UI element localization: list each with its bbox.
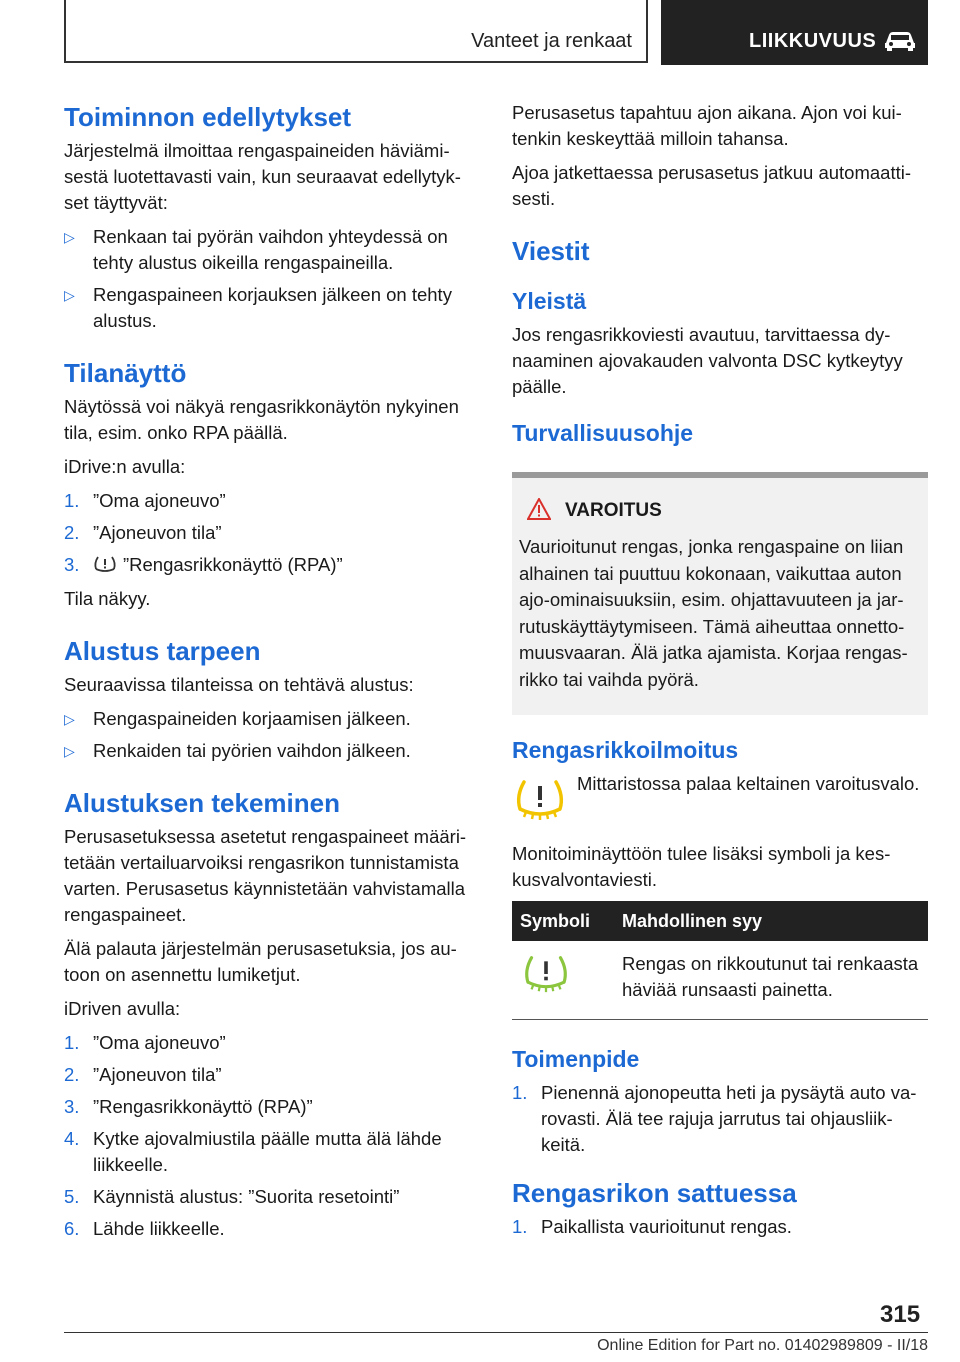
triangle-bullet-icon: ▷ xyxy=(64,711,75,727)
list-item: 2. ”Ajoneuvon tila” xyxy=(64,1064,222,1085)
heading-general: Yleistä xyxy=(512,288,587,314)
column-header-cause: Mahdollinen syy xyxy=(614,901,928,941)
perform-steps xyxy=(64,1030,482,1242)
table-row xyxy=(512,941,928,1020)
conditions-text: Järjestelmä ilmoittaa rengaspaineiden häviämi-sestä luotettavasti vain, kun seuraavat edellytyk-set täyttyvät: xyxy=(64,140,461,213)
list-item: 1. ”Oma ajoneuvo” xyxy=(64,1032,226,1053)
right-column xyxy=(512,100,928,1248)
perform-text-2: Älä palauta järjestelmän perusasetuksia, jos au-toon on asennettu lumiketjut. xyxy=(64,938,457,985)
triangle-bullet-icon: ▷ xyxy=(64,287,75,303)
section-title: Vanteet ja renkaat xyxy=(64,0,648,63)
car-icon xyxy=(882,29,918,51)
flat-steps xyxy=(512,1214,928,1240)
heading-safety: Turvallisuusohje xyxy=(512,420,694,446)
indicator-text: Mittaristossa palaa keltainen varoitusvalo. xyxy=(577,773,920,794)
tire-pressure-icon xyxy=(93,555,117,575)
heading-flat-tire: Rengasrikon sattuessa xyxy=(512,1178,797,1208)
column-header-symbol: Symboli xyxy=(512,901,614,941)
heading-perform-init: Alustuksen tekeminen xyxy=(64,788,340,818)
drive-text-1: Perusasetus tapahtuu ajon aikana. Ajon voi kui-tenkin keskeyttää milloin tahansa. xyxy=(512,102,902,149)
symbol-table xyxy=(512,901,928,1020)
list-item: 2. ”Ajoneuvon tila” xyxy=(64,522,222,543)
heading-status: Tilanäyttö xyxy=(64,358,187,388)
list-item: ▷ Rengaspaineiden korjaamisen jälkeen. xyxy=(64,706,482,732)
status-visible-text: Tila näkyy. xyxy=(64,588,151,609)
list-item: 1. Pienennä ajonopeutta heti ja pysäytä auto va-rovasti. Älä tee rajuja jarrutus tai ohjausliik-keitä. xyxy=(512,1082,917,1155)
list-item: 1. Paikallista vaurioitunut rengas. xyxy=(512,1216,792,1237)
conditions-list xyxy=(64,224,482,334)
idriven-intro: iDriven avulla: xyxy=(64,998,181,1019)
action-steps xyxy=(512,1080,928,1158)
left-column xyxy=(64,100,482,1250)
init-needed-list xyxy=(64,706,482,764)
heading-flat-notice: Rengasrikkoilmoitus xyxy=(512,737,739,763)
status-text: Näytössä voi näkyä rengasrikkonäytön nykyinen tila, esim. onko RPA päällä. xyxy=(64,396,459,443)
indicator-row xyxy=(512,771,928,831)
init-needed-text: Seuraavissa tilanteissa on tehtävä alustus: xyxy=(64,674,414,695)
warning-text: Vaurioitunut rengas, jonka rengaspaine on liian alhainen tai puuttuu kokonaan, vaikuttaa auton ajo-ominaisuuksiin, esim. ohjattavuuteen ja jar-rutuskäyttäytymiseen. Tämä aiheuttaa onnetto-muusvaaran. Älä jatka ajamista. Korjaa rengas-rikko tai vaihda pyörä. xyxy=(519,536,908,690)
list-item: 5. Käynnistä alustus: ”Suorita resetointi” xyxy=(64,1186,400,1207)
cause-cell: Rengas on rikkoutunut tai renkaasta häviää runsaasti painetta. xyxy=(614,941,928,1020)
list-item: 3. ”Rengasrikkonäyttö (RPA)” xyxy=(64,554,343,575)
heading-init-needed: Alustus tarpeen xyxy=(64,636,261,666)
page-header xyxy=(64,0,928,65)
list-item: ▷ Rengaspaineen korjauksen jälkeen on tehty alustus. xyxy=(64,284,452,331)
triangle-bullet-icon: ▷ xyxy=(64,743,75,759)
general-text: Jos rengasrikkoviesti avautuu, tarvittaessa dy-naaminen ajovakauden valvonta DSC kytkeytyy päälle. xyxy=(512,324,903,397)
perform-text-1: Perusasetuksessa asetetut rengaspaineet määri-tetään vertailuarvoiksi rengasrikon tunnistamista varten. Perusasetus käynnistetään vahvistamalla rengaspaineet. xyxy=(64,826,467,925)
list-item: ▷ Renkaan tai pyörän vaihdon yhteydessä on tehty alustus oikeilla rengaspaineilla. xyxy=(64,226,448,273)
chapter-title: LIIKKUVUUS xyxy=(749,30,877,52)
idrive-intro: iDrive:n avulla: xyxy=(64,456,186,477)
tire-pressure-warning-icon xyxy=(522,955,570,993)
page-number: 315 xyxy=(880,1301,921,1328)
list-item: 4. Kytke ajovalmiustila päälle mutta älä lähde liikkeelle. xyxy=(64,1128,442,1175)
status-steps xyxy=(64,488,482,578)
list-item: 1. ”Oma ajoneuvo” xyxy=(64,490,226,511)
symbol-cell xyxy=(512,941,614,1020)
chapter-tab xyxy=(661,0,928,65)
heading-conditions: Toiminnon edellytykset xyxy=(64,102,352,132)
warning-box xyxy=(512,472,928,715)
tire-pressure-warning-icon xyxy=(514,779,566,821)
list-item: 3. ”Rengasrikkonäyttö (RPA)” xyxy=(64,1096,313,1117)
warning-triangle-icon xyxy=(527,498,551,520)
list-item: 6. Lähde liikkeelle. xyxy=(64,1218,225,1239)
footer-divider xyxy=(64,1332,928,1333)
triangle-bullet-icon: ▷ xyxy=(64,229,75,245)
drive-text-2: Ajoa jatkettaessa perusasetus jatkuu automaatti-sesti. xyxy=(512,162,912,209)
cid-text: Monitoiminäyttöön tulee lisäksi symboli ja kes-kusvalvontaviesti. xyxy=(512,843,891,890)
heading-action: Toimenpide xyxy=(512,1046,640,1072)
edition-text: Online Edition for Part no. 01402989809 - II/18 xyxy=(597,1337,928,1354)
warning-title: VAROITUS xyxy=(519,498,920,524)
heading-messages: Viestit xyxy=(512,236,590,266)
list-item: ▷ Renkaiden tai pyörien vaihdon jälkeen. xyxy=(64,738,482,764)
